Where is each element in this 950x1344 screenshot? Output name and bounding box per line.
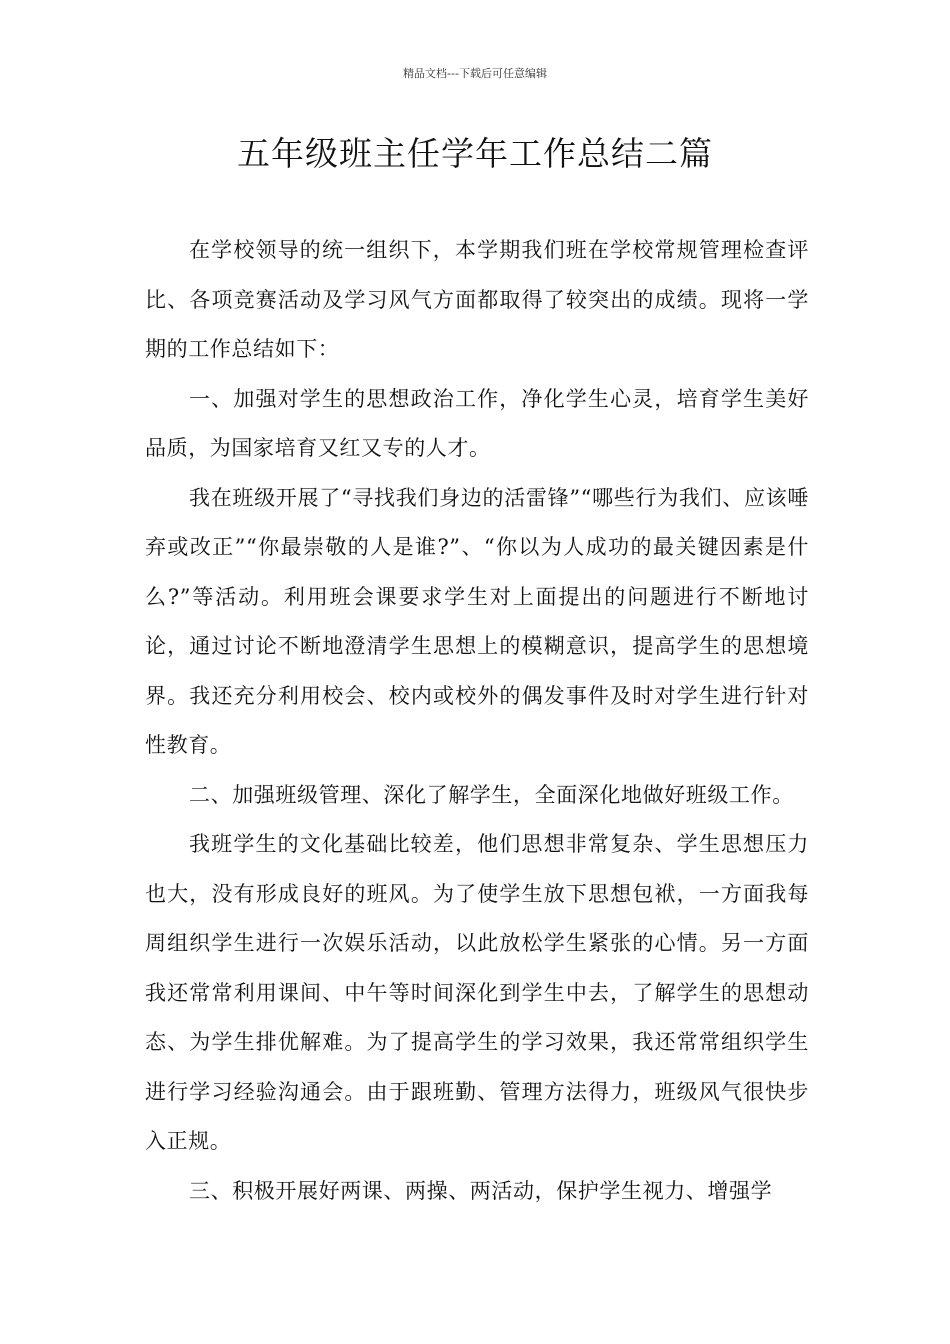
paragraph-section-3-heading: 三、积极开展好两课、两操、两活动，保护学生视力、增强学 [189,1178,773,1203]
header-note: 精品文档---下载后可任意编辑 [403,67,547,80]
document-title: 五年级班主任学年工作总结二篇 [237,134,713,173]
paragraph-intro: 在学校领导的统一组织下，本学期我们班在学校常规管理检查评比、各项竞赛活动及学习风气方面都取得了较突出的成绩。现将一学期的工作总结如下： [145,238,809,361]
paragraph-section-2-body: 我班学生的文化基础比较差，他们思想非常复杂、学生思想压力也大，没有形成良好的班风。为了使学生放下思想包袱，一方面我每周组织学生进行一次娱乐活动，以此放松学生紧张的心情。另一方面我还常常利用课间、中午等时间深化到学生中去，了解学生的思想动态、为学生排优解难。为了提高学生的学习效果，我还常常组织学生进行学习经验沟通会。由于跟班勤、管理方法得力，班级风气很快步入正规。 [145,832,809,1153]
paragraph-section-1-body: 我在班级开展了“寻找我们身边的活雷锋”“哪些行为我们、应该唾弃或改正”“你最崇敬的人是谁?”、“你以为人成功的最关键因素是什么?”等活动。利用班会课要求学生对上面提出的问题进行不断地讨论，通过讨论不断地澄清学生思想上的模糊意识，提高学生的思想境界。我还充分利用校会、校内或校外的偶发事件及时对学生进行针对性教育。 [145,485,809,757]
paragraph-section-1-heading: 一、加强对学生的思想政治工作，净化学生心灵，培育学生美好品质，为国家培育又红又专的人才。 [145,386,809,460]
document-body [145,226,809,1216]
paragraph-section-2-heading: 二、加强班级管理、深化了解学生，全面深化地做好班级工作。 [189,782,794,807]
